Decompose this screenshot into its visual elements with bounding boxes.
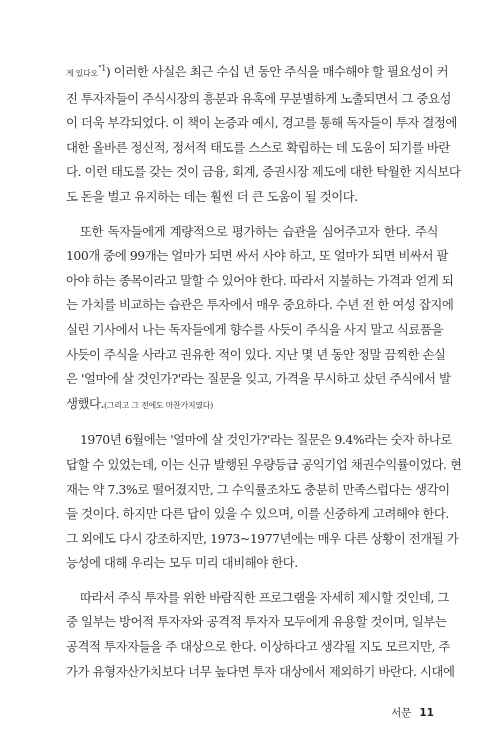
line-text: 대한 올바른 정신적, 정서적 태도를 스스로 확립하는 데 도움이 되기를 바란 <box>66 139 450 155</box>
text-line <box>66 527 459 552</box>
line-text: 실린 기사에서 나는 독자들에게 향수를 사듯이 주식을 사지 말고 식료품을 <box>66 321 443 337</box>
text-line <box>66 428 452 453</box>
page-footer <box>391 705 434 720</box>
line-text: 이 더욱 부각되었다. 이 책이 논증과 예시, 경고를 통해 독자들이 투자 결정에 <box>66 115 457 131</box>
parenthetical-note: (그리고 그 전에도 마찬가지였다) <box>104 400 213 410</box>
text-line <box>66 660 455 685</box>
text-line <box>66 293 454 318</box>
text-line <box>66 160 461 185</box>
text-line <box>66 269 454 294</box>
line-text: 가가 유형자산가치보다 너무 높다면 투자 대상에서 제외하기 바란다. 시대에 <box>66 663 455 679</box>
line-text: 진 투자자들이 주식시장의 흥분과 유혹에 무분별하게 노출되면서 그 중요성 <box>66 90 452 106</box>
section-title: 서문 <box>391 707 412 719</box>
paragraph <box>66 428 462 576</box>
paragraph-gap <box>66 210 438 220</box>
text-line <box>66 318 443 343</box>
line-text: 아야 하는 종목이라고 말할 수 있어야 한다. 따라서 지불하는 가격과 얻게 되 <box>66 272 454 288</box>
line-text: 재는 약 7.3%로 떨어졌지만, 그 수익률조차도 충분히 만족스럽다는 생각이 <box>66 481 450 497</box>
text-line <box>66 60 449 87</box>
line-text: 공격적 투자자들을 주 대상으로 한다. 이상하다고 생각될 지도 모르지만, 주 <box>66 639 450 655</box>
page-body <box>66 60 462 684</box>
text-line <box>66 586 449 611</box>
line-text: ) 이러한 사실은 최근 수십 년 동안 주식을 매수해야 할 필요성이 커 <box>105 64 449 79</box>
paragraph-gap <box>66 418 438 428</box>
text-line <box>66 392 438 419</box>
text-line <box>66 453 462 478</box>
paragraph <box>66 586 455 684</box>
text-line <box>66 635 450 660</box>
line-text: 사듯이 주식을 사라고 권유한 적이 있다. 지난 몇 년 동안 정말 끔찍한 손실 <box>66 346 446 362</box>
line-text: 100개 중에 99개는 얼마가 되면 싸서 사야 하고, 또 얼마가 되면 비싸서 팔 <box>66 248 449 264</box>
text-line <box>66 87 452 112</box>
line-text: 중 일부는 방어적 투자자와 공격적 투자자 모두에게 유용할 것이며, 일부는 <box>66 614 447 630</box>
text-line <box>66 220 438 245</box>
text-line <box>66 610 447 635</box>
line-text: 능성에 대해 우리는 모두 미리 대비해야 한다. <box>66 555 298 571</box>
footnote-marker: "1 <box>97 63 106 73</box>
line-text: 들 것이다. 하지만 다른 답이 있을 수 있으며, 이를 신중하게 고려해야 한다. <box>66 506 449 522</box>
paragraph <box>66 220 454 419</box>
line-text: 은 '얼마에 살 것인가?'라는 질문을 잊고, 가격을 무시하고 샀던 주식에서 발 <box>66 371 451 387</box>
text-line <box>66 502 449 527</box>
line-text: 다. 이런 태도를 갖는 것이 금융, 회계, 증권시장 제도에 대한 탁월한 지식보다 <box>66 164 461 180</box>
page-number: 11 <box>419 707 434 719</box>
text-line <box>66 111 457 136</box>
line-text: 답할 수 있었는데, 이는 신규 발행된 우량등급 공익기업 채권수익률이었다. 현 <box>66 456 462 472</box>
quote-tail: 게 있다오 <box>66 69 98 78</box>
text-line <box>66 551 438 576</box>
paragraph <box>66 60 461 210</box>
line-text: 생했다. <box>66 395 105 411</box>
line-text: 도 돈을 벌고 유지하는 데는 훨씬 더 큰 도움이 될 것이다. <box>66 188 358 204</box>
paragraph-gap <box>66 576 438 586</box>
text-line <box>66 343 446 368</box>
line-text: 는 가치를 비교하는 습관은 투자에서 매우 중요하다. 수년 전 한 여성 잡지에 <box>66 297 454 313</box>
text-line <box>66 367 451 392</box>
line-text: 그 외에도 다시 강조하지만, 1973~1977년에는 매우 다른 상황이 전개될 가 <box>66 530 459 546</box>
line-text: 따라서 주식 투자를 위한 바람직한 프로그램을 자세히 제시할 것인데, 그 <box>80 589 449 605</box>
line-text: 1970년 6월에는 '얼마에 살 것인가?'라는 질문은 9.4%라는 숫자 하나로 <box>80 432 452 448</box>
text-line <box>66 185 438 210</box>
text-line <box>66 478 450 503</box>
text-line <box>66 244 449 269</box>
text-line <box>66 136 450 161</box>
line-text: 또한 독자들에게 계량적으로 평가하는 습관을 심어주고자 한다. 주식 <box>80 223 438 239</box>
